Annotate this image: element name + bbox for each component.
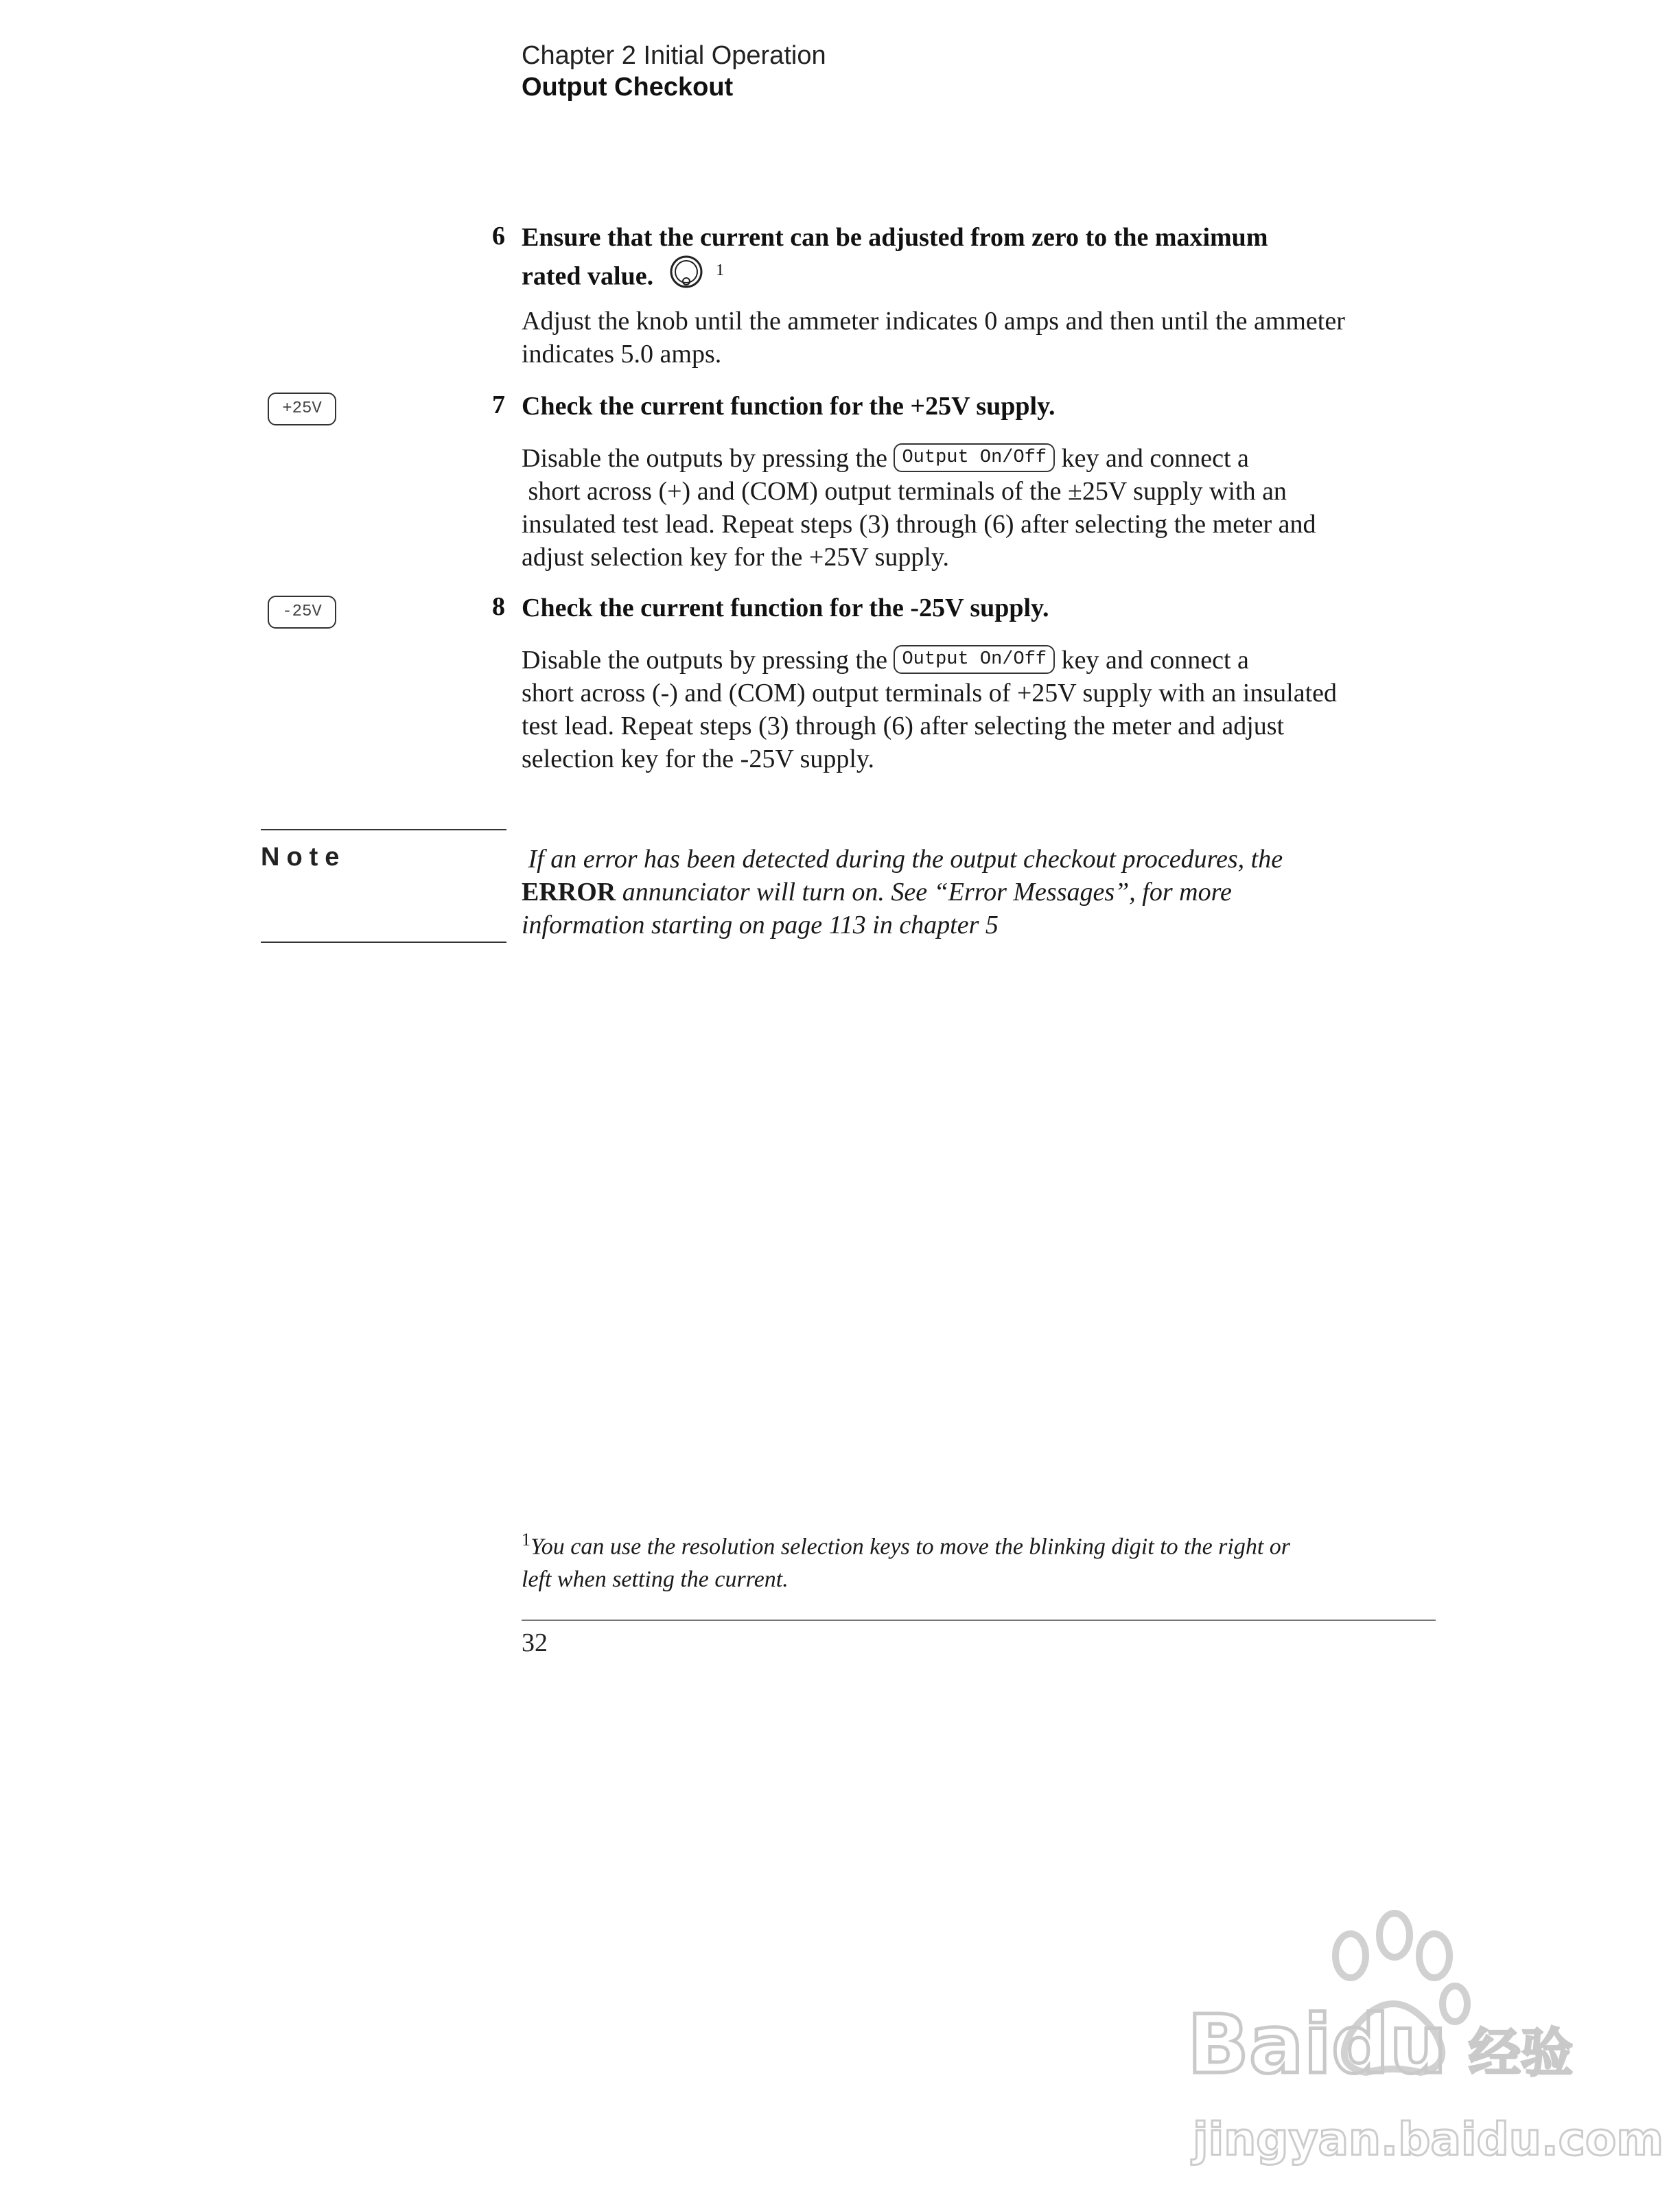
minus-25v-key: -25V xyxy=(268,596,336,629)
page-number: 32 xyxy=(522,1628,548,1657)
step-8-number: 8 xyxy=(492,592,505,621)
footnote-ref: 1 xyxy=(716,261,725,279)
step-6-body-line2: indicates 5.0 amps. xyxy=(522,340,722,369)
step-6-number: 6 xyxy=(492,222,505,250)
note-text xyxy=(522,843,1427,942)
note-line3: information starting on page 113 in chapter 5 xyxy=(522,911,999,939)
step-7-title: Check the current function for the +25V supply. xyxy=(522,392,1055,421)
step-7-number: 7 xyxy=(492,390,505,419)
step-8-body-line2: short across (-) and (COM) output terminals of +25V supply with an insulated xyxy=(522,679,1338,708)
step-6-body xyxy=(522,305,1441,371)
step-8-body-pre: Disable the outputs by pressing the xyxy=(522,646,887,675)
step-8-body-line1 xyxy=(522,644,1441,677)
footnote-mark: 1 xyxy=(522,1530,530,1550)
output-on-off-key: Output On/Off xyxy=(894,645,1055,674)
step-6-title-line2 xyxy=(522,254,1441,301)
step-7-body-pre: Disable the outputs by pressing the xyxy=(522,444,887,473)
step-8-body xyxy=(522,644,1441,775)
step-7-body-line3: insulated test lead. Repeat steps (3) through (6) after selecting the meter and xyxy=(522,510,1316,539)
step-6-body-line1: Adjust the knob until the ammeter indicates 0 amps and then until the ammeter xyxy=(522,307,1345,336)
watermark-brand-cn: 经验 xyxy=(1469,2022,1573,2083)
note-line1: If an error has been detected during the output checkout procedures, the xyxy=(522,845,1283,874)
step-8-body-line3: test lead. Repeat steps (3) through (6) after selecting the meter and adjust xyxy=(522,712,1285,741)
chapter-heading: Chapter 2 Initial Operation xyxy=(522,41,826,70)
watermark-brand: Baidu xyxy=(1187,1997,1447,2092)
note-bottom-rule xyxy=(261,942,506,943)
step-8-body-post: key and connect a xyxy=(1061,646,1249,675)
step-7-body-line1 xyxy=(522,442,1441,475)
note-line2 xyxy=(522,876,1427,909)
watermark-url: jingyan.baidu.com xyxy=(1193,2113,1664,2166)
baidu-paw-logo-icon xyxy=(1180,1894,1664,2182)
output-on-off-key: Output On/Off xyxy=(894,443,1055,472)
footnote-line2: left when setting the current. xyxy=(522,1567,789,1593)
note-label: Note xyxy=(261,843,347,872)
error-annunciator-label: ERROR xyxy=(522,878,616,907)
step-8-title: Check the current function for the -25V supply. xyxy=(522,594,1049,622)
knob-icon xyxy=(668,254,704,298)
footnote-line1 xyxy=(522,1523,1434,1563)
step-8-body-line4: selection key for the -25V supply. xyxy=(522,745,874,774)
step-7-body-line2: short across (+) and (COM) output terminals of the ±25V supply with an xyxy=(522,477,1287,506)
step-7-body-line4: adjust selection key for the +25V supply. xyxy=(522,543,949,572)
step-6-title xyxy=(522,221,1441,301)
plus-25v-key: +25V xyxy=(268,393,336,425)
note-top-rule xyxy=(261,829,506,830)
baidu-jingyan-watermark xyxy=(1180,1894,1664,2182)
step-6-title-line1: Ensure that the current can be adjusted from zero to the maximum xyxy=(522,223,1268,252)
section-heading: Output Checkout xyxy=(522,73,734,102)
footnote xyxy=(522,1523,1434,1596)
footer-rule xyxy=(522,1620,1436,1621)
footnote-line1-text: You can use the resolution selection keys to move the blinking digit to the right or xyxy=(530,1534,1291,1560)
step-6-title-line2-text: rated value. xyxy=(522,261,654,291)
step-7-body xyxy=(522,442,1441,574)
note-line2-rest: annunciator will turn on. See “Error Messages”, for more xyxy=(616,878,1232,907)
step-7-body-post: key and connect a xyxy=(1061,444,1249,473)
